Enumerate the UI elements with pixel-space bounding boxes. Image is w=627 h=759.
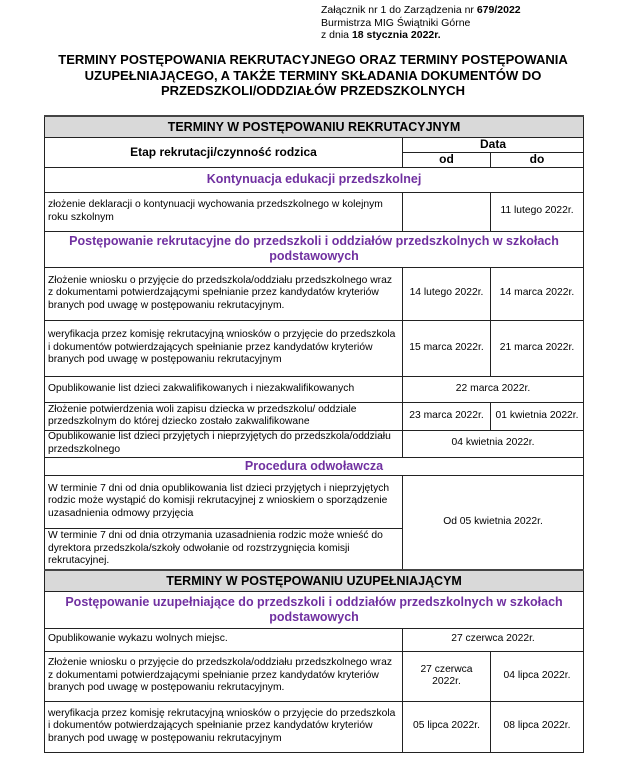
document-title: TERMINY POSTĘPOWANIA REKRUTACYJNEGO ORAZ TERMINY POSTĘPOWANIA UZUPEŁNIAJĄCEGO, A TAKŻE TERMINY SKŁADANIA DOKUMENTÓW DO PRZEDSZKOLI/ODDZIAŁÓW PRZEDSZKOLNYCH — [58, 52, 568, 98]
annex-note — [321, 4, 521, 42]
date-merged-cell: Od 05 kwietnia 2022r. — [403, 475, 584, 570]
stage-cell: Złożenie wniosku o przyjęcie do przedszkola/oddziału przedszkolnego wraz z dokumentami potwierdzającymi spełnianie przez kandydatów kryteriów branych pod uwagę w postępowaniu rekrutacyjnym. — [45, 267, 403, 320]
table-row — [45, 628, 584, 651]
date-from-cell: 15 marca 2022r. — [403, 320, 491, 376]
date-to-cell: 14 marca 2022r. — [491, 267, 584, 320]
date-merged-cell: 04 kwietnia 2022r. — [403, 430, 584, 457]
date-from-cell: 23 marca 2022r. — [403, 402, 491, 430]
group-title-supplementary: Postępowanie uzupełniające do przedszkoli i oddziałów przedszkolnych w szkołach podstawowych — [45, 591, 584, 628]
table-row — [45, 701, 584, 752]
table-row — [45, 402, 584, 430]
stage-cell: Opublikowanie wykazu wolnych miejsc. — [45, 628, 403, 651]
stage-cell: Złożenie potwierdzenia woli zapisu dziecka w przedszkolu/ oddziale przedszkolnym do której dziecko zostało zakwalifikowane — [45, 402, 403, 430]
group-title-continuation: Kontynuacja edukacji przedszkolnej — [45, 167, 584, 192]
group-row — [45, 231, 584, 267]
date-merged-cell: 22 marca 2022r. — [403, 376, 584, 402]
group-title-recruitment: Postępowanie rekrutacyjne do przedszkoli i oddziałów przedszkolnych w szkołach podstawowych — [45, 231, 584, 267]
date-to-cell: 11 lutego 2022r. — [491, 192, 584, 231]
date-to-cell: 04 lipca 2022r. — [491, 651, 584, 701]
table-row — [45, 651, 584, 701]
column-header-date: Data — [403, 137, 584, 152]
section-header-row — [45, 116, 584, 137]
annex-line-3: z dnia 18 stycznia 2022r. — [321, 29, 441, 41]
table-row — [45, 475, 584, 528]
date-to-cell: 21 marca 2022r. — [491, 320, 584, 376]
stage-cell: weryfikacja przez komisję rekrutacyjną wniosków o przyjęcie do przedszkola i dokumentów potwierdzających spełnianie przez kandydatów kryteriów branych pod uwagę w postępowaniu rekrutacyjnym — [45, 701, 403, 752]
stage-cell: weryfikacja przez komisję rekrutacyjną wniosków o przyjęcie do przedszkola i dokumentów potwierdzających spełnianie przez kandydatów kryteriów branych pod uwagę w postępowaniu rekrutacyjnym — [45, 320, 403, 376]
date-from-cell: 27 czerwca 2022r. — [403, 651, 491, 701]
section-title-recruitment: TERMINY W POSTĘPOWANIU REKRUTACYJNYM — [45, 116, 584, 137]
annex-line-1: Załącznik nr 1 do Zarządzenia nr 679/2022 — [321, 4, 521, 16]
column-header-from: od — [403, 152, 491, 167]
table-row — [45, 320, 584, 376]
date-from-cell — [403, 192, 491, 231]
date-to-cell: 08 lipca 2022r. — [491, 701, 584, 752]
date-from-cell: 05 lipca 2022r. — [403, 701, 491, 752]
column-header-to: do — [491, 152, 584, 167]
section-header-row — [45, 570, 584, 591]
stage-cell: Złożenie wniosku o przyjęcie do przedszkola/oddziału przedszkolnego wraz z dokumentami potwierdzającymi spełnianie przez kandydatów kryteriów branych pod uwagę w postępowaniu rekrutacyjnym. — [45, 651, 403, 701]
table-row — [45, 376, 584, 402]
stage-cell: Opublikowanie list dzieci zakwalifikowanych i niezakwalifikowanych — [45, 376, 403, 402]
stage-cell: W terminie 7 dni od dnia opublikowania list dzieci przyjętych i nieprzyjętych rodzic może wystąpić do komisji rekrutacyjnej z wnioskiem o sporządzenie uzasadnienia odmowy przyjęcia — [45, 475, 403, 528]
stage-cell: złożenie deklaracji o kontynuacji wychowania przedszkolnego w kolejnym roku szkolnym — [45, 192, 403, 231]
stage-cell: Opublikowanie list dzieci przyjętych i nieprzyjętych do przedszkola/oddziału przedszkolnego — [45, 430, 403, 457]
stage-cell: W terminie 7 dni od dnia otrzymania uzasadnienia rodzic może wnieść do dyrektora przedszkola/szkoły odwołanie od rozstrzygnięcia komisji rekrutacyjnej. — [45, 528, 403, 570]
group-row — [45, 167, 584, 192]
date-merged-cell: 27 czerwca 2022r. — [403, 628, 584, 651]
schedule-table — [44, 115, 584, 753]
table-row — [45, 267, 584, 320]
date-to-cell: 01 kwietnia 2022r. — [491, 402, 584, 430]
column-header-row — [45, 137, 584, 152]
table-row — [45, 192, 584, 231]
group-row — [45, 457, 584, 475]
date-from-cell: 14 lutego 2022r. — [403, 267, 491, 320]
section-title-supplementary: TERMINY W POSTĘPOWANIU UZUPEŁNIAJĄCYM — [45, 570, 584, 591]
group-title-appeal: Procedura odwoławcza — [45, 457, 584, 475]
group-row — [45, 591, 584, 628]
table-row — [45, 430, 584, 457]
annex-line-2: Burmistrza MIG Świątniki Górne — [321, 16, 471, 29]
column-header-stage: Etap rekrutacji/czynność rodzica — [45, 137, 403, 167]
